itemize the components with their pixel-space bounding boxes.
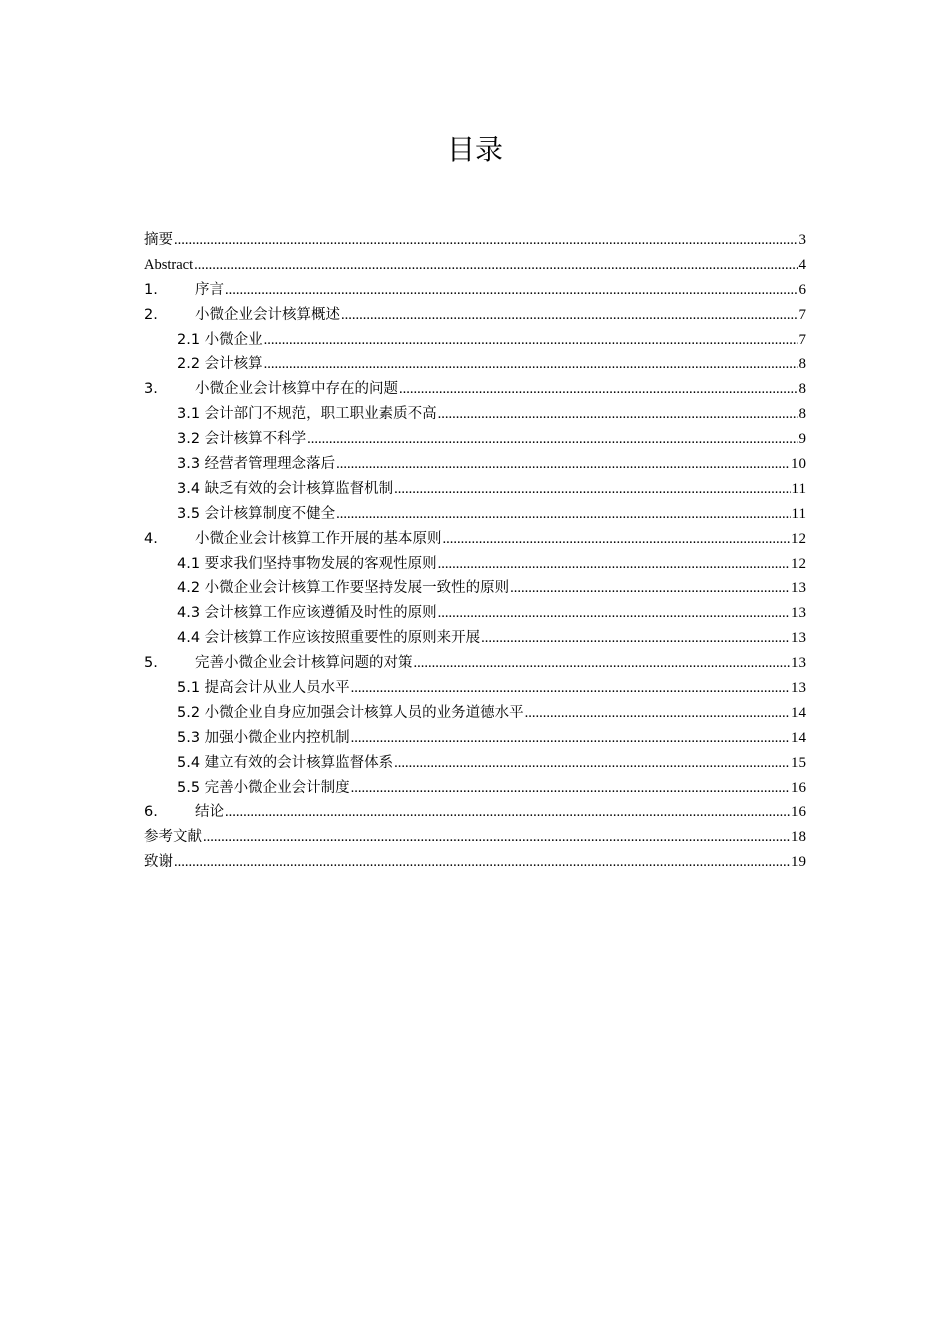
toc-dot-leader [174,228,798,253]
toc-entry-number: 6. [144,804,158,821]
toc-entry-title: 摘要 [144,232,173,248]
toc-entry-title: 小微企业会计核算工作开展的基本原则 [195,530,442,547]
toc-entry[interactable] [144,850,806,875]
toc-dot-leader [351,726,790,751]
toc-entry-page-number: 16 [791,804,806,821]
toc-entry[interactable] [144,278,806,303]
toc-dot-leader [394,751,790,776]
toc-entry-page-number: 8 [798,406,806,423]
toc-dot-leader [225,278,798,303]
toc-entry-title: 3.3 经营者管理理念落后 [177,456,336,473]
toc-dot-leader [341,303,798,328]
toc-entry-page-number: 11 [791,480,806,497]
toc-dot-leader [336,502,790,527]
toc-entry-page-number: 12 [791,555,806,572]
toc-entry-page-number: 3 [798,232,806,248]
toc-entry-title: 2.2 会计核算 [177,356,263,373]
toc-entry[interactable] [144,751,806,776]
toc-entry-title: 3.1 会计部门不规范，职工职业素质不高 [177,406,437,423]
toc-entry-title: 4.2 小微企业会计核算工作要坚持发展一致性的原则 [177,580,510,597]
toc-dot-leader [336,452,790,477]
toc-entry-page-number: 10 [791,456,806,473]
toc-entry[interactable] [144,427,806,452]
toc-entry-page-number: 13 [791,580,806,597]
toc-entry-page-number: 11 [791,505,806,522]
toc-dot-leader [525,701,790,726]
toc-entry-title: 完善小微企业会计核算问题的对策 [195,655,413,672]
toc-entry-title: 致谢 [144,854,173,871]
toc-entry-number: 1. [144,281,158,298]
toc-entry-page-number: 14 [791,729,806,746]
page-title: 目录 [446,133,503,166]
toc-entry-title: 3.4 缺乏有效的会计核算监督机制 [177,480,394,497]
toc-entry[interactable] [144,228,806,253]
toc-entry[interactable] [144,477,806,502]
toc-dot-leader [481,626,790,651]
toc-entry-number: 5. [144,655,158,672]
toc-entry[interactable] [144,328,806,353]
toc-entry-title: 4.4 会计核算工作应该按照重要性的原则来开展 [177,630,481,647]
toc-entry[interactable] [144,552,806,577]
toc-dot-leader [264,328,798,353]
toc-entry[interactable] [144,402,806,427]
toc-entry-page-number: 4 [798,256,806,273]
toc-entry-page-number: 16 [791,779,806,796]
toc-entry-title: 小微企业会计核算概述 [195,306,340,323]
toc-entry-page-number: 13 [791,680,806,697]
toc-entry[interactable] [144,452,806,477]
toc-entry[interactable] [144,601,806,626]
toc-dot-leader [264,352,798,377]
table-of-contents [144,228,806,875]
toc-entry-title: 5.1 提高会计从业人员水平 [177,680,350,697]
toc-dot-leader [394,477,790,502]
toc-entry-page-number: 13 [791,655,806,672]
toc-entry-page-number: 15 [791,754,806,771]
toc-entry[interactable] [144,303,806,328]
toc-entry-title: 序言 [195,281,224,298]
toc-entry-page-number: 13 [791,630,806,647]
toc-dot-leader [399,377,798,402]
toc-entry-title: 4.3 会计核算工作应该遵循及时性的原则 [177,605,437,622]
toc-dot-leader [443,527,791,552]
toc-dot-leader [307,427,797,452]
toc-entry[interactable] [144,253,806,278]
toc-entry-title: 5.3 加强小微企业内控机制 [177,729,350,746]
toc-entry[interactable] [144,676,806,701]
toc-entry[interactable] [144,502,806,527]
toc-entry-page-number: 8 [798,356,806,373]
toc-entry-title: 5.4 建立有效的会计核算监督体系 [177,754,394,771]
toc-entry-number: 4. [144,530,158,547]
toc-entry[interactable] [144,576,806,601]
toc-entry-page-number: 6 [798,281,806,298]
toc-entry-title: 4.1 要求我们坚持事物发展的客观性原则 [177,555,437,572]
toc-entry-page-number: 8 [798,381,806,398]
toc-dot-leader [510,576,790,601]
toc-entry-title: 结论 [195,804,224,821]
toc-entry-title: 小微企业会计核算中存在的问题 [195,381,398,398]
toc-entry[interactable] [144,825,806,850]
toc-entry[interactable] [144,651,806,676]
toc-dot-leader [194,253,797,278]
toc-entry-number: 3. [144,381,158,398]
toc-entry-page-number: 19 [791,854,806,871]
toc-entry-page-number: 7 [798,331,806,348]
toc-dot-leader [351,676,790,701]
toc-entry[interactable] [144,701,806,726]
toc-entry-page-number: 13 [791,605,806,622]
toc-entry[interactable] [144,626,806,651]
toc-entry-page-number: 7 [798,306,806,323]
toc-dot-leader [438,552,790,577]
toc-dot-leader [203,825,790,850]
toc-entry-title: 5.2 小微企业自身应加强会计核算人员的业务道德水平 [177,704,524,721]
toc-dot-leader [414,651,791,676]
toc-entry-title: 3.5 会计核算制度不健全 [177,505,336,522]
toc-dot-leader [174,850,790,875]
toc-entry[interactable] [144,800,806,825]
toc-entry-page-number: 18 [791,829,806,846]
toc-entry[interactable] [144,527,806,552]
toc-entry[interactable] [144,726,806,751]
toc-entry[interactable] [144,776,806,801]
toc-entry-page-number: 14 [791,704,806,721]
toc-dot-leader [438,402,798,427]
toc-dot-leader [225,800,790,825]
toc-entry[interactable] [144,352,806,377]
toc-entry[interactable] [144,377,806,402]
toc-entry-title: 参考文献 [144,829,202,846]
toc-entry-page-number: 9 [798,431,806,448]
toc-entry-title: 5.5 完善小微企业会计制度 [177,779,350,796]
toc-entry-page-number: 12 [791,530,806,547]
toc-entry-number: 2. [144,306,158,323]
toc-entry-title: 3.2 会计核算不科学 [177,431,307,448]
toc-entry-title: Abstract [144,256,194,273]
toc-entry-title: 2.1 小微企业 [177,331,263,348]
toc-dot-leader [438,601,790,626]
toc-dot-leader [351,776,790,801]
